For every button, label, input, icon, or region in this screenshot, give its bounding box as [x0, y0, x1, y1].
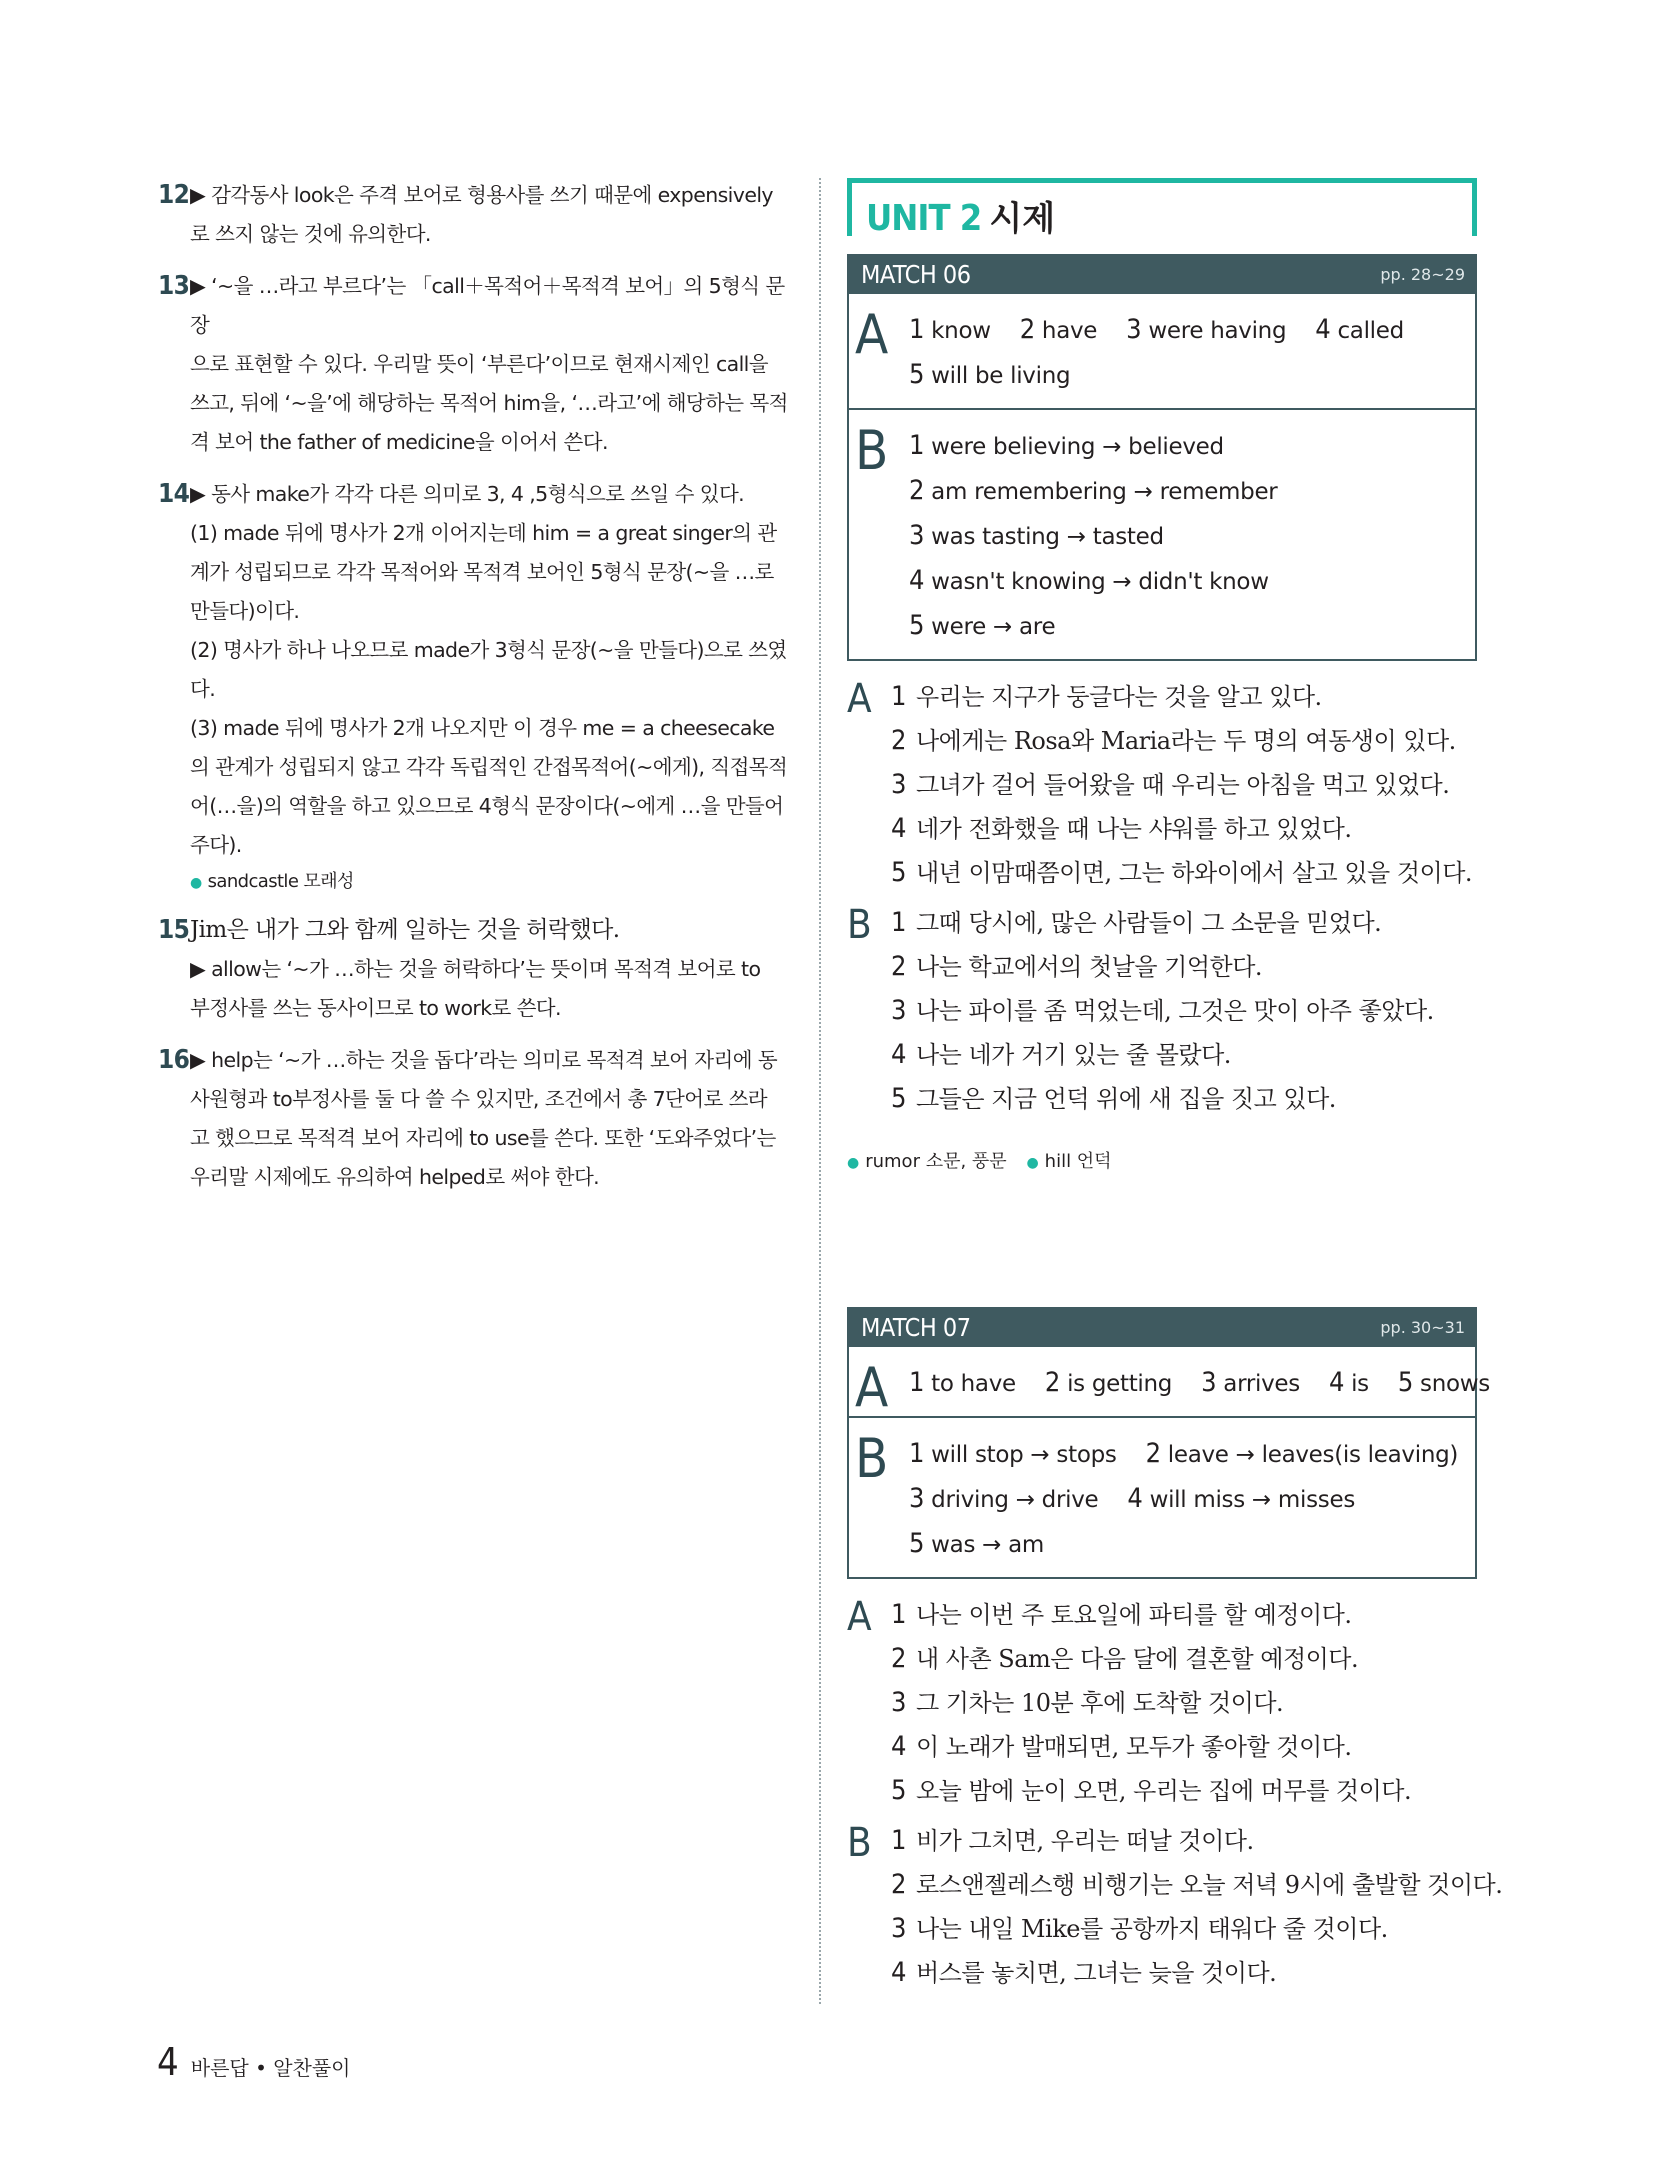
explanation-16 [158, 1041, 790, 1197]
match-label: MATCH 07 [861, 1312, 971, 1342]
answer-number: 1 [909, 314, 925, 345]
answer-text: know [931, 318, 991, 344]
line-number: 3 [891, 1687, 906, 1718]
answer-text: is getting [1067, 1371, 1173, 1397]
answer-row [909, 308, 1475, 353]
explanation-12 [158, 176, 790, 254]
answer-text: were believing → believed [931, 434, 1224, 460]
page-footer [157, 2040, 351, 2084]
match-06-answers-a [847, 294, 1477, 410]
answer-text: driving → drive [931, 1487, 1099, 1513]
answer-row [909, 1361, 1490, 1406]
explanation-line: ▶ ‘~을 …라고 부르다’는 「call＋목적어＋목적격 보어」의 5형식 문장 [190, 274, 785, 337]
match-label: MATCH 06 [861, 259, 971, 289]
answer-number: 4 [909, 565, 925, 596]
answer-number: 4 [1127, 1483, 1143, 1514]
translation-text: 오늘 밤에 눈이 오면, 우리는 집에 머무를 것이다. [915, 1777, 1412, 1805]
line-number: 1 [891, 907, 906, 938]
translation-line [891, 1593, 1477, 1637]
translation-text: 그녀가 걸어 들어왔을 때 우리는 아침을 먹고 있었다. [915, 771, 1450, 799]
section-letter: A [847, 1594, 872, 1640]
explanation-line: ▶ help는 ‘~가 …하는 것을 돕다’라는 의미로 목적격 보어 자리에 동 [190, 1048, 778, 1072]
answer-text: will stop → stops [931, 1442, 1117, 1468]
book-title: 바른답 • 알찬풀이 [190, 2056, 351, 2080]
translation-text: 우리는 지구가 둥글다는 것을 알고 있다. [915, 683, 1322, 711]
answer-number: 3 [909, 1483, 925, 1514]
explanation-line: (1) made 뒤에 명사가 2개 이어지는데 him = a great singer의 관 [190, 521, 777, 545]
answer-row [909, 424, 1475, 469]
translation-line [891, 945, 1477, 989]
answer-text: to have [931, 1371, 1016, 1397]
translation-text: 버스를 놓치면, 그녀는 늦을 것이다. [915, 1959, 1277, 1987]
explanation-line: 주다). [190, 833, 242, 857]
item-number: 12 [158, 180, 190, 210]
translation-line [891, 989, 1477, 1033]
explanation-line: 고 했으므로 목적격 보어 자리에 to use를 쓴다. 또한 ‘도와주었다’는 [190, 1126, 776, 1150]
line-number: 3 [891, 769, 906, 800]
translation-text: 그들은 지금 언덕 위에 새 집을 짓고 있다. [915, 1085, 1336, 1113]
answer-number: 4 [1328, 1367, 1345, 1398]
answer-number: 1 [909, 430, 925, 461]
translation-line [891, 1681, 1477, 1725]
answer-number: 1 [909, 1438, 925, 1469]
explanation-line: 우리말 시제에도 유의하여 helped로 써야 한다. [190, 1165, 600, 1189]
explanation-line: (3) made 뒤에 명사가 2개 나오지만 이 경우 me = a cheesecake [190, 716, 775, 740]
translation-text: 이 노래가 발매되면, 모두가 좋아할 것이다. [915, 1733, 1352, 1761]
line-number: 1 [891, 681, 906, 712]
page-range: pp. 28~29 [1380, 264, 1465, 284]
line-number: 4 [891, 1957, 906, 1988]
answer-text: was tasting → tasted [931, 524, 1164, 550]
section-letter: B [847, 902, 872, 948]
translation-line [891, 1769, 1477, 1813]
answer-text: leave → leaves(is leaving) [1167, 1442, 1459, 1468]
vocab-text: hill 언덕 [1044, 1151, 1112, 1172]
vocab-note [190, 867, 790, 898]
translation-text: 나는 내일 Mike를 공항까지 태워다 줄 것이다. [915, 1915, 1388, 1943]
translation-text: 나는 이번 주 토요일에 파티를 할 예정이다. [915, 1601, 1352, 1629]
explanation-line: 으로 표현할 수 있다. 우리말 뜻이 ‘부른다’이므로 현재시제인 call을 [190, 352, 768, 376]
bullet-icon: ● [847, 1155, 860, 1171]
answer-row [909, 1522, 1475, 1567]
match-07-answers-a [847, 1347, 1490, 1419]
answer-row [909, 469, 1475, 514]
translation-text: 내년 이맘때쯤이면, 그는 하와이에서 살고 있을 것이다. [915, 859, 1473, 887]
translation-line: Jim은 내가 그와 함께 일하는 것을 허락했다. [190, 917, 620, 943]
item-number: 15 [158, 915, 190, 945]
translation-line [891, 1725, 1477, 1769]
translation-line [891, 1033, 1477, 1077]
translation-line [891, 901, 1477, 945]
explanation-line: ▶ allow는 ‘~가 …하는 것을 허락하다’는 뜻이며 목적격 보어로 to [190, 957, 761, 981]
answer-text: was → am [931, 1532, 1045, 1558]
answer-text: have [1041, 318, 1098, 344]
answer-number: 1 [909, 1367, 925, 1398]
translation-text: 나는 네가 거기 있는 줄 몰랐다. [915, 1041, 1231, 1069]
translation-line [891, 1819, 1477, 1863]
answer-row [909, 604, 1475, 649]
answer-text: snows [1420, 1371, 1490, 1397]
line-number: 1 [891, 1599, 906, 1630]
explanation-line: 사원형과 to부정사를 둘 다 쓸 수 있지만, 조건에서 총 7단어로 쓰라 [190, 1087, 767, 1111]
line-number: 1 [891, 1825, 906, 1856]
translation-text: 네가 전화했을 때 나는 샤워를 하고 있었다. [915, 815, 1352, 843]
answer-text: am remembering → remember [931, 479, 1278, 505]
answer-text: called [1337, 318, 1404, 344]
translation-line [891, 675, 1477, 719]
explanation-line: 쓰고, 뒤에 ‘~을’에 해당하는 목적어 him을, ‘…라고’에 해당하는 목적 [190, 391, 788, 415]
translation-text: 나에게는 Rosa와 Maria라는 두 명의 여동생이 있다. [915, 727, 1456, 755]
section-letter: B [855, 419, 889, 482]
explanation-line: ▶ 감각동사 look은 주격 보어로 형용사를 쓰기 때문에 expensively [190, 183, 773, 207]
answer-text: wasn't knowing → didn't know [931, 569, 1269, 595]
vocab-note [847, 1147, 1477, 1173]
match-06-answers-b [847, 410, 1477, 661]
translation-text: 나는 학교에서의 첫날을 기억한다. [915, 953, 1263, 981]
answer-row [909, 353, 1475, 398]
section-letter: A [855, 1356, 889, 1419]
explanation-line: 어(…을)의 역할을 하고 있으므로 4형식 문장이다(~에게 …을 만들어 [190, 794, 784, 818]
explanation-13 [158, 267, 790, 462]
explanation-line: ▶ 동사 make가 각각 다른 의미로 3, 4 ,5형식으로 쓰일 수 있다. [190, 482, 745, 506]
explanations-column [158, 176, 790, 1210]
answer-row [909, 1477, 1475, 1522]
line-number: 2 [891, 951, 906, 982]
answer-number: 2 [1145, 1438, 1161, 1469]
item-number: 13 [158, 271, 190, 301]
item-number: 14 [158, 479, 190, 509]
column-divider [819, 178, 821, 2004]
answer-number: 5 [909, 610, 925, 641]
line-number: 4 [891, 1039, 906, 1070]
translation-text: 그때 당시에, 많은 사람들이 그 소문을 믿었다. [915, 909, 1382, 937]
translation-text: 비가 그치면, 우리는 떠날 것이다. [915, 1827, 1254, 1855]
match-07-answers-b [847, 1418, 1477, 1579]
section-letter: A [855, 303, 889, 366]
translation-line [891, 1951, 1477, 1995]
translation-line [891, 1077, 1477, 1121]
page-range: pp. 30~31 [1380, 1317, 1465, 1337]
translation-text: 그 기차는 10분 후에 도착할 것이다. [915, 1689, 1284, 1717]
answer-number: 2 [1019, 314, 1035, 345]
translation-line [891, 851, 1477, 895]
explanation-line: 만들다)이다. [190, 599, 300, 623]
vocab-text: sandcastle 모래성 [207, 871, 354, 892]
line-number: 4 [891, 1731, 906, 1762]
match-06-translations-a [847, 675, 1477, 895]
explanation-line: 계가 성립되므로 각각 목적어와 목적격 보어인 5형식 문장(~을 …로 [190, 560, 774, 584]
translation-line [891, 763, 1477, 807]
bullet-icon: ● [1026, 1155, 1039, 1171]
bullet-icon: ● [190, 875, 202, 891]
answer-number: 3 [1126, 314, 1142, 345]
answer-number: 4 [1315, 314, 1331, 345]
translation-line [891, 1637, 1477, 1681]
answer-number: 3 [1201, 1367, 1217, 1398]
translation-text: 내 사촌 Sam은 다음 달에 결혼할 예정이다. [915, 1645, 1359, 1673]
answer-text: is [1351, 1371, 1369, 1397]
explanation-14 [158, 475, 790, 898]
item-number: 16 [158, 1045, 190, 1075]
translation-line [891, 719, 1477, 763]
answer-number: 3 [909, 520, 925, 551]
explanation-line: 부정사를 쓰는 동사이므로 to work로 쓴다. [190, 996, 561, 1020]
translation-line [891, 1863, 1503, 1907]
answer-number: 5 [909, 1528, 925, 1559]
section-letter: B [855, 1427, 889, 1490]
unit-title: 시제 [989, 199, 1056, 239]
answer-text: were having [1148, 318, 1287, 344]
translation-text: 로스앤젤레스행 비행기는 오늘 저녁 9시에 출발할 것이다. [915, 1871, 1503, 1899]
answer-text: will be living [931, 363, 1071, 389]
unit-label: UNIT 2 [866, 198, 982, 239]
explanation-line: 격 보어 the father of medicine을 이어서 쓴다. [190, 430, 608, 454]
section-letter: A [847, 676, 872, 722]
line-number: 2 [891, 1643, 906, 1674]
translation-line [891, 1907, 1477, 1951]
match-07-translations-a [847, 1593, 1477, 1813]
answer-text: will miss → misses [1149, 1487, 1356, 1513]
answer-number: 5 [1397, 1367, 1414, 1398]
answers-column [847, 178, 1503, 1995]
match-07-header [847, 1307, 1477, 1347]
answer-text: arrives [1223, 1371, 1300, 1397]
answer-row [909, 514, 1475, 559]
match-07-translations-b [847, 1819, 1503, 1995]
match-06-header [847, 254, 1477, 294]
translation-line [891, 807, 1477, 851]
line-number: 5 [891, 1083, 906, 1114]
line-number: 5 [891, 1775, 906, 1806]
line-number: 4 [891, 813, 906, 844]
line-number: 3 [891, 995, 906, 1026]
explanation-line: 로 쓰지 않는 것에 유의한다. [190, 222, 431, 246]
vocab-text: rumor 소문, 풍문 [865, 1151, 1007, 1172]
explanation-15 [158, 911, 790, 1028]
line-number: 5 [891, 857, 906, 888]
explanation-line: 의 관계가 성립되지 않고 각각 독립적인 간접목적어(~에게), 직접목적 [190, 755, 788, 779]
answer-text: were → are [931, 614, 1056, 640]
unit-heading [847, 178, 1477, 239]
line-number: 2 [891, 725, 906, 756]
translation-text: 나는 파이를 좀 먹었는데, 그것은 맛이 아주 좋았다. [915, 997, 1434, 1025]
match-06-translations-b [847, 901, 1477, 1121]
line-number: 3 [891, 1913, 906, 1944]
line-number: 2 [891, 1869, 906, 1900]
answer-number: 2 [1044, 1367, 1061, 1398]
explanation-line: (2) 명사가 하나 나오므로 made가 3형식 문장(~을 만들다)으로 쓰였다. [190, 638, 787, 701]
page-number: 4 [157, 2040, 179, 2084]
answer-number: 5 [909, 359, 925, 390]
answer-row [909, 1432, 1475, 1477]
answer-row [909, 559, 1475, 604]
answer-number: 2 [909, 475, 925, 506]
section-letter: B [847, 1820, 872, 1866]
